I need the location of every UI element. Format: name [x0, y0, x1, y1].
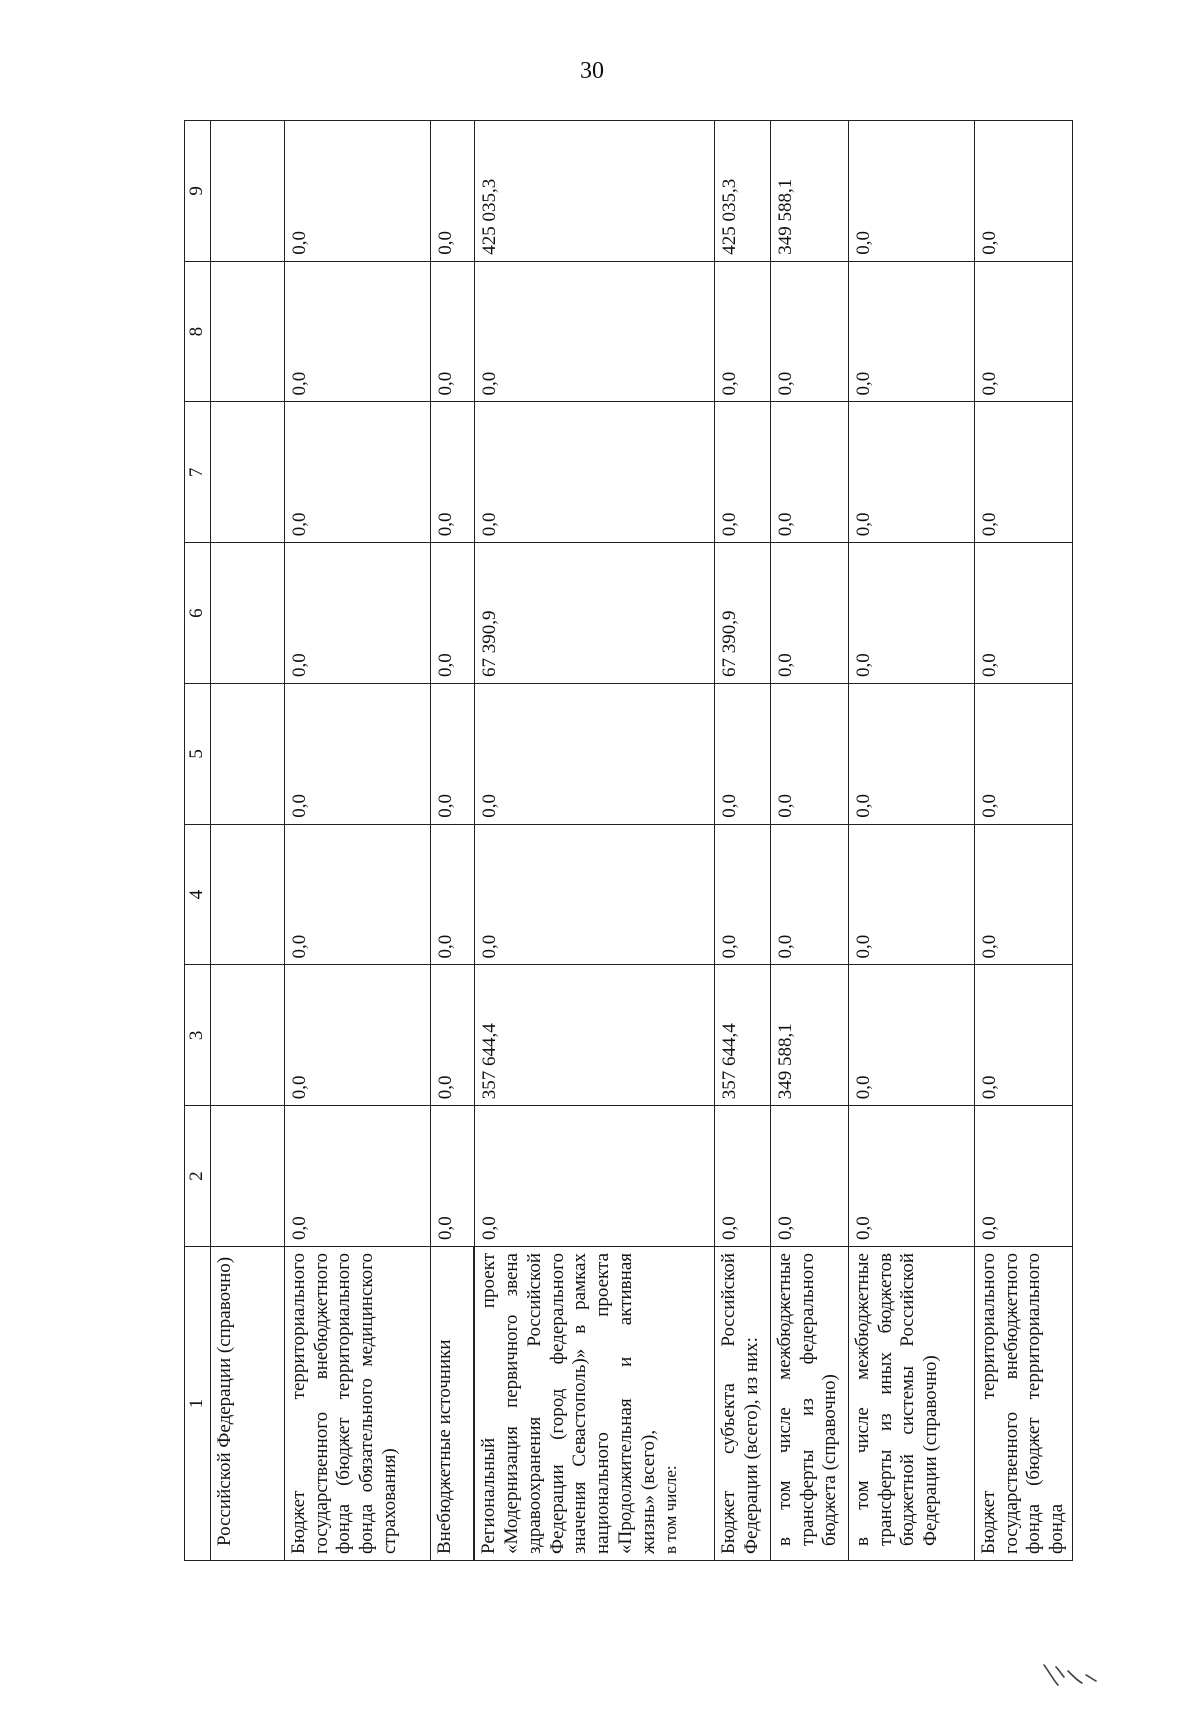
row-label: в том числе межбюджетные трансферты из иных бюджетов бюджетной системы Российской Федерации (справочно): [848, 1247, 974, 1561]
value-cell: 0,0: [848, 965, 974, 1106]
header-cell-6: 6: [185, 543, 211, 684]
value-cell: 0,0: [284, 965, 430, 1106]
header-row: [185, 121, 211, 1561]
value-cell: 0,0: [714, 402, 770, 543]
value-cell: 0,0: [284, 402, 430, 543]
row-label-main: Региональный проект «Модернизация первичного звена здравоохранения Российской Федерации (город федерального значения Севастополь)» в рамках национального проекта «Продолжительная и активная жизнь» (всего),: [478, 1253, 659, 1554]
value-cell: [210, 824, 284, 965]
value-cell: 0,0: [430, 261, 474, 402]
value-cell: [210, 261, 284, 402]
header-cell-3: 3: [185, 965, 211, 1106]
rotated-table-content: [184, 121, 1089, 1561]
value-cell: 349 588,1: [770, 121, 848, 262]
table-row: [430, 121, 474, 1561]
value-cell: 349 588,1: [770, 965, 848, 1106]
value-cell: [210, 121, 284, 262]
value-cell: 0,0: [848, 402, 974, 543]
table-row: [474, 121, 714, 1561]
budget-table: [184, 120, 1073, 1561]
row-label: Бюджет территориального государственного внебюджетного фонда (бюджет территориального фонда обязательного медицинского страхования): [284, 1247, 430, 1561]
value-cell: 0,0: [974, 121, 1072, 262]
value-cell: 0,0: [770, 402, 848, 543]
value-cell: 0,0: [974, 543, 1072, 684]
signature-mark: [1040, 1655, 1110, 1695]
value-cell: 0,0: [974, 824, 1072, 965]
value-cell: 0,0: [848, 543, 974, 684]
value-cell: 0,0: [770, 261, 848, 402]
row-label: Бюджет территориального государственного внебюджетного фонда (бюджет территориального фонда: [974, 1247, 1072, 1561]
value-cell: 0,0: [714, 1106, 770, 1247]
value-cell: 0,0: [714, 684, 770, 825]
value-cell: 357 644,4: [474, 965, 714, 1106]
value-cell: 0,0: [284, 121, 430, 262]
header-cell-8: 8: [185, 261, 211, 402]
row-label-sub: в том числе:: [660, 1465, 680, 1554]
table-row: [974, 121, 1072, 1561]
value-cell: [210, 965, 284, 1106]
row-label: Внебюджетные источники: [430, 1247, 474, 1561]
value-cell: 0,0: [474, 261, 714, 402]
table-row: [210, 121, 284, 1561]
table-row: [770, 121, 848, 1561]
value-cell: [210, 402, 284, 543]
value-cell: 0,0: [770, 543, 848, 684]
header-cell-7: 7: [185, 402, 211, 543]
value-cell: [210, 684, 284, 825]
value-cell: [210, 543, 284, 684]
value-cell: 0,0: [284, 543, 430, 684]
value-cell: 357 644,4: [714, 965, 770, 1106]
value-cell: 0,0: [284, 684, 430, 825]
row-label: в том числе межбюджетные трансферты из федерального бюджета (справочно): [770, 1247, 848, 1561]
value-cell: 0,0: [848, 121, 974, 262]
value-cell: 0,0: [848, 684, 974, 825]
value-cell: 0,0: [474, 402, 714, 543]
value-cell: 0,0: [974, 261, 1072, 402]
page-number: 30: [580, 58, 604, 84]
value-cell: 0,0: [430, 1106, 474, 1247]
value-cell: 0,0: [848, 1106, 974, 1247]
value-cell: 0,0: [284, 1106, 430, 1247]
table-row: [848, 121, 974, 1561]
value-cell: 0,0: [974, 684, 1072, 825]
header-cell-5: 5: [185, 684, 211, 825]
value-cell: 0,0: [770, 824, 848, 965]
header-cell-9: 9: [185, 121, 211, 262]
rotated-table-frame: [184, 121, 1089, 1561]
value-cell: 0,0: [474, 684, 714, 825]
value-cell: 0,0: [474, 824, 714, 965]
row-label: Российской Федерации (справочно): [210, 1247, 284, 1561]
header-cell-1: 1: [185, 1247, 211, 1561]
value-cell: 0,0: [284, 824, 430, 965]
value-cell: 0,0: [430, 543, 474, 684]
value-cell: 0,0: [974, 402, 1072, 543]
value-cell: 0,0: [430, 824, 474, 965]
value-cell: 0,0: [430, 402, 474, 543]
row-label: Бюджет субъекта Российской Федерации (всего), из них:: [714, 1247, 770, 1561]
value-cell: [210, 1106, 284, 1247]
row-label: [474, 1247, 714, 1561]
value-cell: 0,0: [974, 965, 1072, 1106]
table-row: [284, 121, 430, 1561]
value-cell: 67 390,9: [714, 543, 770, 684]
header-cell-4: 4: [185, 824, 211, 965]
value-cell: 0,0: [430, 121, 474, 262]
value-cell: 0,0: [430, 684, 474, 825]
value-cell: 0,0: [770, 684, 848, 825]
value-cell: 0,0: [430, 965, 474, 1106]
value-cell: 0,0: [974, 1106, 1072, 1247]
value-cell: 0,0: [848, 261, 974, 402]
value-cell: 0,0: [848, 824, 974, 965]
value-cell: 0,0: [474, 1106, 714, 1247]
value-cell: 0,0: [714, 824, 770, 965]
value-cell: 67 390,9: [474, 543, 714, 684]
value-cell: 425 035,3: [474, 121, 714, 262]
value-cell: 425 035,3: [714, 121, 770, 262]
value-cell: 0,0: [284, 261, 430, 402]
value-cell: 0,0: [714, 261, 770, 402]
table-row: [714, 121, 770, 1561]
value-cell: 0,0: [770, 1106, 848, 1247]
header-cell-2: 2: [185, 1106, 211, 1247]
